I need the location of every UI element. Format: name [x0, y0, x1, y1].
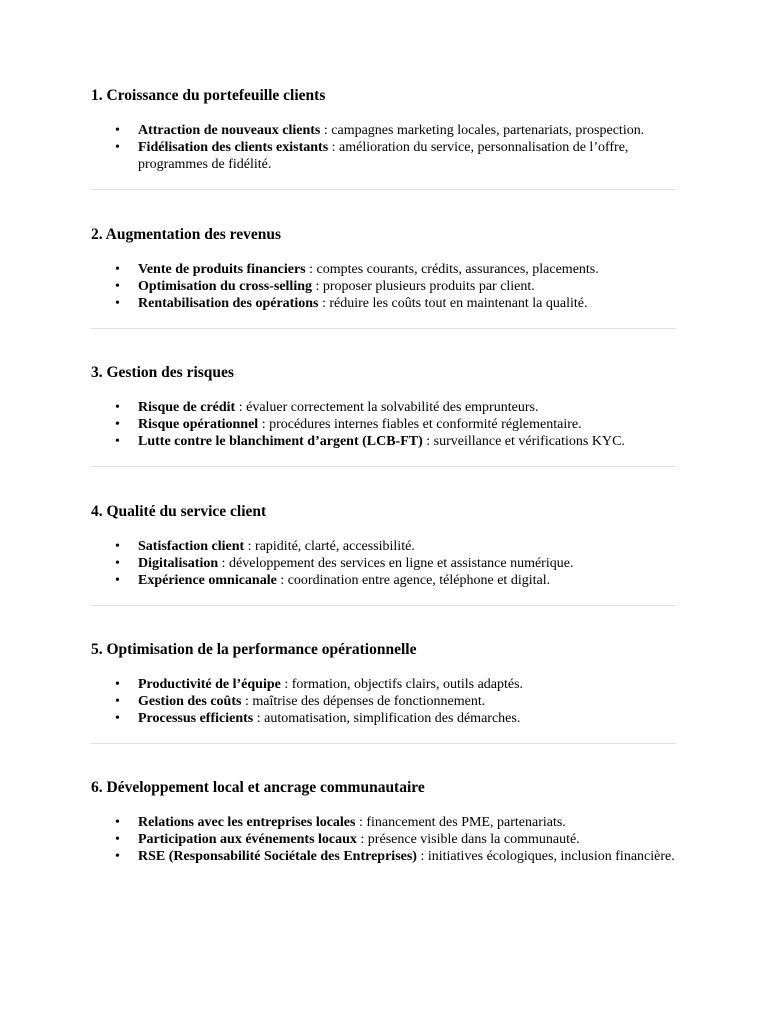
- section-3: [91, 363, 676, 467]
- list-item: [91, 139, 676, 173]
- list-item: [91, 433, 676, 450]
- section-divider: [91, 466, 676, 467]
- section-title: 1. Croissance du portefeuille clients: [91, 87, 326, 104]
- section-4: [91, 502, 676, 606]
- list-item: [91, 538, 676, 555]
- section-title: 6. Développement local et ancrage communautaire: [91, 779, 425, 796]
- section-title: 3. Gestion des risques: [91, 364, 234, 381]
- bullet-icon: •: [115, 296, 120, 311]
- item-text: : amélioration du service, personnalisation de l’offre, programmes de fidélité.: [138, 140, 629, 172]
- list-item: [91, 848, 676, 865]
- item-label: Digitalisation: [138, 556, 219, 571]
- bullet-icon: •: [115, 417, 120, 432]
- list-item: [91, 676, 676, 693]
- item-label: Processus efficients: [138, 711, 254, 726]
- item-label: Gestion des coûts: [138, 694, 242, 709]
- list-item: [91, 122, 676, 139]
- section-1: [91, 86, 676, 190]
- list-item: [91, 416, 676, 433]
- bullet-icon: •: [115, 711, 120, 726]
- item-label: Vente de produits financiers: [138, 262, 306, 277]
- item-text: : comptes courants, crédits, assurances, placements.: [305, 262, 599, 277]
- item-label: Risque de crédit: [138, 400, 236, 415]
- bullet-icon: •: [115, 140, 120, 155]
- item-label: Risque opérationnel: [138, 417, 259, 432]
- item-label: Rentabilisation des opérations: [138, 296, 319, 311]
- list-item: [91, 831, 676, 848]
- item-text: : formation, objectifs clairs, outils adaptés.: [280, 677, 524, 692]
- bullet-icon: •: [115, 539, 120, 554]
- section-divider: [91, 605, 676, 606]
- section-title: 4. Qualité du service client: [91, 503, 267, 520]
- item-text: : campagnes marketing locales, partenariats, prospection.: [320, 123, 645, 138]
- list-item: [91, 278, 676, 295]
- item-text: : maîtrise des dépenses de fonctionnement.: [241, 694, 486, 709]
- bullet-icon: •: [115, 262, 120, 277]
- item-label: Relations avec les entreprises locales: [138, 815, 356, 830]
- list-item: [91, 693, 676, 710]
- bullet-icon: •: [115, 677, 120, 692]
- item-text: : proposer plusieurs produits par client.: [312, 279, 535, 294]
- section-divider: [91, 328, 676, 329]
- item-text: : rapidité, clarté, accessibilité.: [244, 539, 415, 554]
- item-text: : coordination entre agence, téléphone et digital.: [276, 573, 551, 588]
- list-item: [91, 555, 676, 572]
- section-title: 2. Augmentation des revenus: [91, 226, 282, 243]
- section-2: [91, 225, 676, 329]
- list-item: [91, 261, 676, 278]
- section-5: [91, 640, 676, 744]
- item-label: Lutte contre le blanchiment d’argent (LCB-FT): [138, 434, 423, 449]
- bullet-list: [91, 814, 676, 865]
- item-label: Attraction de nouveaux clients: [138, 123, 321, 138]
- item-text: : automatisation, simplification des démarches.: [253, 711, 521, 726]
- bullet-icon: •: [115, 694, 120, 709]
- section-divider: [91, 189, 676, 190]
- item-label: Expérience omnicanale: [138, 573, 277, 588]
- bullet-list: [91, 122, 676, 173]
- list-item: [91, 572, 676, 589]
- list-item: [91, 710, 676, 727]
- item-text: : financement des PME, partenariats.: [355, 815, 566, 830]
- item-label: Productivité de l’équipe: [138, 677, 281, 692]
- list-item: [91, 399, 676, 416]
- bullet-list: [91, 399, 676, 450]
- bullet-icon: •: [115, 279, 120, 294]
- item-label: RSE (Responsabilité Sociétale des Entreprises): [138, 849, 417, 864]
- section-divider: [91, 743, 676, 744]
- item-text: : surveillance et vérifications KYC.: [422, 434, 625, 449]
- item-text: : présence visible dans la communauté.: [356, 832, 580, 847]
- bullet-icon: •: [115, 400, 120, 415]
- bullet-icon: •: [115, 832, 120, 847]
- item-label: Participation aux événements locaux: [138, 832, 357, 847]
- list-item: [91, 814, 676, 831]
- item-label: Optimisation du cross-selling: [138, 279, 312, 294]
- bullet-list: [91, 676, 676, 727]
- bullet-list: [91, 538, 676, 589]
- document-page: [91, 86, 676, 865]
- bullet-icon: •: [115, 556, 120, 571]
- bullet-icon: •: [115, 434, 120, 449]
- section-6: [91, 778, 676, 865]
- item-text: : initiatives écologiques, inclusion financière.: [416, 849, 675, 864]
- item-text: : évaluer correctement la solvabilité des emprunteurs.: [235, 400, 539, 415]
- bullet-icon: •: [115, 849, 120, 864]
- section-title: 5. Optimisation de la performance opérationnelle: [91, 641, 417, 658]
- item-text: : procédures internes fiables et conformité réglementaire.: [258, 417, 582, 432]
- item-label: Fidélisation des clients existants: [138, 140, 329, 155]
- bullet-icon: •: [115, 815, 120, 830]
- item-text: : réduire les coûts tout en maintenant la qualité.: [318, 296, 588, 311]
- item-text: : développement des services en ligne et assistance numérique.: [218, 556, 574, 571]
- bullet-list: [91, 261, 676, 312]
- bullet-icon: •: [115, 573, 120, 588]
- item-label: Satisfaction client: [138, 539, 245, 554]
- list-item: [91, 295, 676, 312]
- bullet-icon: •: [115, 123, 120, 138]
